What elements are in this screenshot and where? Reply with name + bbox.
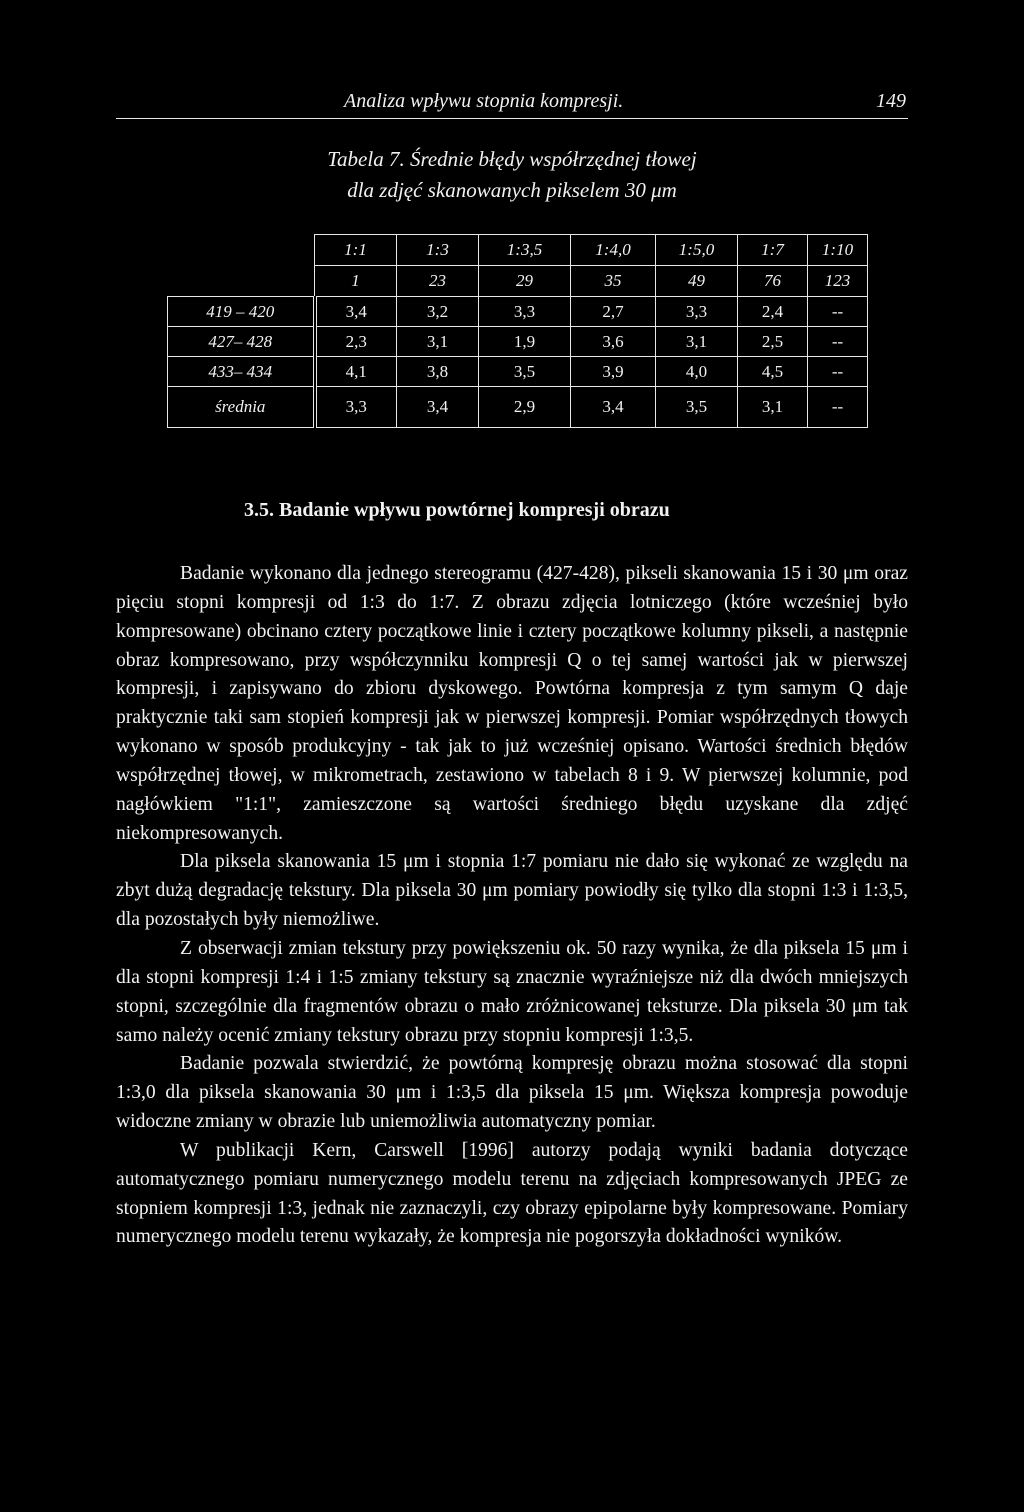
table-cell: 2,9 [479, 387, 571, 428]
factor-header: 29 [479, 266, 571, 297]
ratio-header: 1:3 [397, 235, 479, 266]
table-cell: 3,3 [479, 297, 571, 327]
ratio-header: 1:5,0 [656, 235, 738, 266]
ratio-header: 1:3,5 [479, 235, 571, 266]
empty-corner [168, 235, 315, 266]
factor-header: 1 [315, 266, 397, 297]
table-row [168, 327, 868, 357]
running-header-title: Analiza wpływu stopnia kompresji. [344, 90, 624, 112]
ratio-header-row [168, 235, 868, 266]
error-table [167, 234, 868, 428]
row-label: 427– 428 [168, 327, 315, 357]
table-cell: 3,9 [571, 357, 656, 387]
table-cell: 3,4 [397, 387, 479, 428]
table-cell: 4,0 [656, 357, 738, 387]
table-caption-line-2: dla zdjęć skanowanych pikselem 30 μm [347, 178, 677, 202]
table-cell: 2,5 [738, 327, 808, 357]
table-cell: 3,5 [656, 387, 738, 428]
page-number: 149 [876, 90, 906, 112]
factor-header: 35 [571, 266, 656, 297]
table-cell: 3,3 [315, 387, 397, 428]
table-row-average [168, 387, 868, 428]
factor-header: 76 [738, 266, 808, 297]
table-cell: -- [808, 327, 868, 357]
row-label: 419 – 420 [168, 297, 315, 327]
paragraph: Badanie pozwala stwierdzić, że powtórną kompresję obrazu można stosować dla stopni 1:3,0 dla piksela skanowania 30 μm i 1:3,5 dla piksela 15 μm. Większa kompresja powoduje widoczne zmiany w obrazie lub uniemożliwia automatyczny pomiar. [116, 1053, 908, 1133]
table-cell: 3,1 [656, 327, 738, 357]
paragraph: W publikacji Kern, Carswell [1996] autorzy podają wyniki badania dotyczące automatycznego pomiaru numerycznego modelu terenu na zdjęciach kompresowanych JPEG ze stopniem kompresji 1:3, jednak nie zaznaczyli, czy obrazy epipolarne były kompresowane. Pomiary numerycznego modelu terenu wykazały, że kompresja nie pogorszyła dokładności wyników. [116, 1139, 908, 1248]
row-label: 433– 434 [168, 357, 315, 387]
paragraph: Dla piksela skanowania 15 μm i stopnia 1:7 pomiaru nie dało się wykonać ze względu na zbyt dużą degradację tekstury. Dla piksela 30 μm pomiary powiodły się tylko dla stopni 1:3 i 1:3,5, dla pozostałych były niemożliwe. [116, 851, 908, 931]
table-cell: 1,9 [479, 327, 571, 357]
factor-header: 49 [656, 266, 738, 297]
table-cell: 3,6 [571, 327, 656, 357]
table-cell: 4,1 [315, 357, 397, 387]
table-cell: -- [808, 357, 868, 387]
table-cell: 4,5 [738, 357, 808, 387]
table-cell: -- [808, 297, 868, 327]
section-heading: 3.5. Badanie wpływu powtórnej kompresji obrazu [244, 499, 670, 521]
ratio-header: 1:10 [808, 235, 868, 266]
table-cell: 3,3 [656, 297, 738, 327]
table-cell: 3,8 [397, 357, 479, 387]
running-header [116, 88, 908, 119]
factor-header: 23 [397, 266, 479, 297]
body-text [116, 560, 908, 1252]
table-cell: 2,3 [315, 327, 397, 357]
table-cell: 2,4 [738, 297, 808, 327]
factor-header: 123 [808, 266, 868, 297]
table-caption-line-1: Tabela 7. Średnie błędy współrzędnej tłowej [327, 147, 697, 171]
table-cell: 3,2 [397, 297, 479, 327]
ratio-header: 1:1 [315, 235, 397, 266]
table-row [168, 297, 868, 327]
table-cell: 2,7 [571, 297, 656, 327]
table-cell: 3,1 [738, 387, 808, 428]
table-cell: 3,5 [479, 357, 571, 387]
table-cell: 3,4 [571, 387, 656, 428]
paragraph: Z obserwacji zmian tekstury przy powiększeniu ok. 50 razy wynika, że dla piksela 15 μm i dla stopni kompresji 1:4 i 1:5 zmiany tekstury są znacznie wyraźniejsze niż dla dwóch mniejszych stopni, szczególnie dla fragmentów obrazu o mało zróżnicowanej teksturze. Dla piksela 30 μm tak samo należy ocenić zmiany tekstury obrazu przy stopniu kompresji 1:3,5. [116, 937, 908, 1046]
table-cell: -- [808, 387, 868, 428]
table-cell: 3,4 [315, 297, 397, 327]
paragraph: Badanie wykonano dla jednego stereogramu (427-428), pikseli skanowania 15 i 30 μm oraz pięciu stopni kompresji od 1:3 do 1:7. Z obrazu zdjęcia lotniczego (które wcześniej było kompresowane) obcinano cztery początkowe linie i cztery początkowe kolumny pikseli, a następnie obraz kompresowano, przy współczynniku kompresji Q o tej samej wartości jak w pierwszej kompresji, i zapisywano do zbioru dyskowego. Powtórna kompresja z tym samym Q daje praktycznie taki sam stopień kompresji jak w pierwszej kompresji. Pomiar współrzędnych tłowych wykonano w sposób produkcyjny - tak jak to już wcześniej opisano. Wartości średnich błędów współrzędnej tłowej, w mikrometrach, zestawiono w tabelach 8 i 9. W pierwszej kolumnie, pod nagłówkiem "1:1", zamieszczone są wartości średniego błędu uzyskane dla zdjęć niekompresowanych. [116, 563, 908, 844]
factor-header-row [168, 266, 868, 297]
ratio-header: 1:7 [738, 235, 808, 266]
empty-corner [168, 266, 315, 297]
ratio-header: 1:4,0 [571, 235, 656, 266]
row-label: średnia [168, 387, 315, 428]
table-row [168, 357, 868, 387]
table-cell: 3,1 [397, 327, 479, 357]
